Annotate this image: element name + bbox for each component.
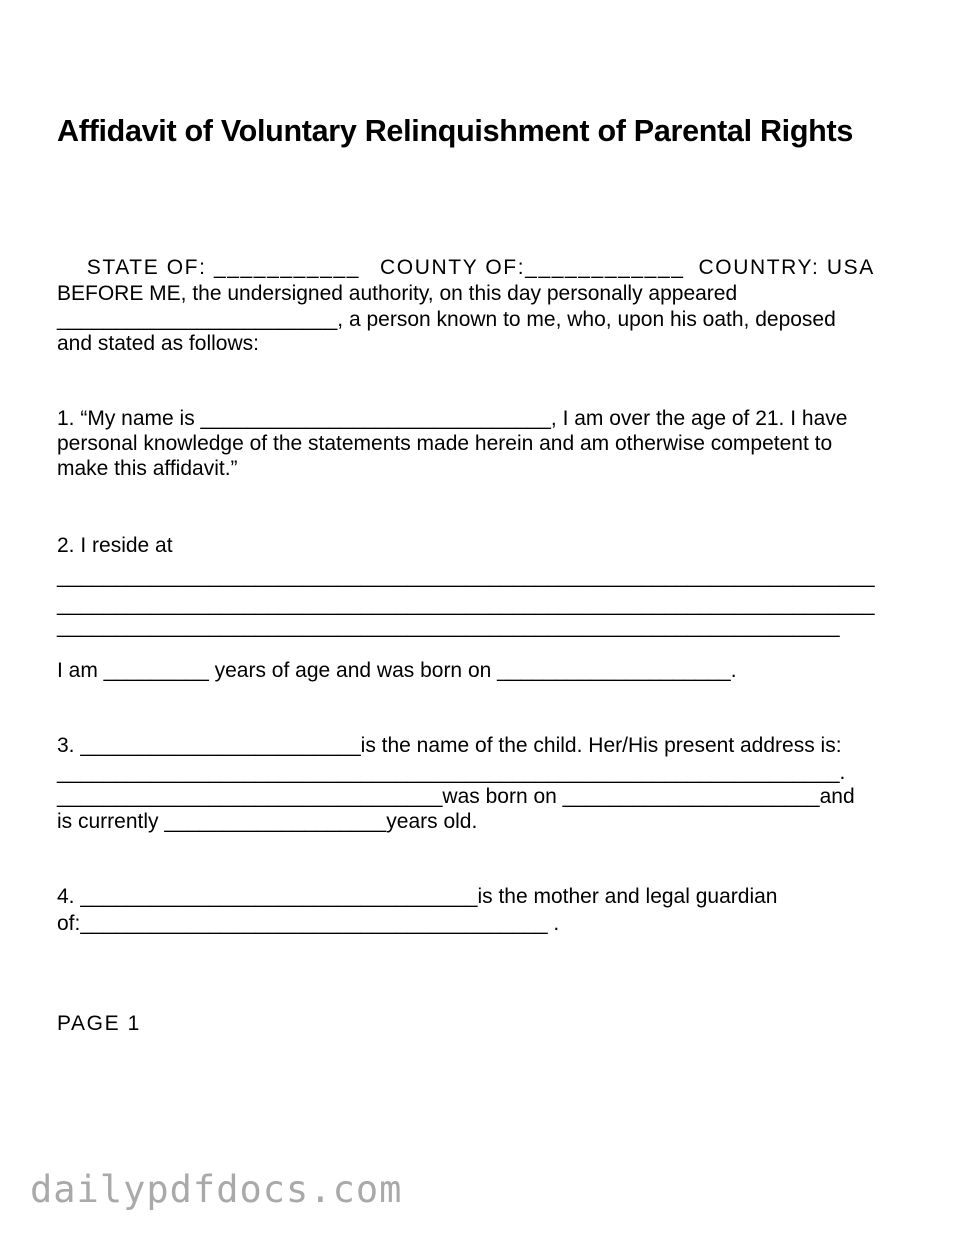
para3-line-1: 3. ________________________is the name of the child. Her/His present address is: — [57, 734, 842, 757]
watermark: dailypdfdocs.com — [30, 1168, 403, 1211]
state-field: STATE OF: ___________ — [86, 256, 361, 279]
age-line: I am _________ years of age and was born on ____________________. — [57, 659, 737, 682]
address-blank-3: ___________________________________________________________________ — [57, 615, 840, 638]
para1-line-2: personal knowledge of the statements made herein and am otherwise competent to — [57, 432, 833, 455]
document-title: Affidavit of Voluntary Relinquishment of Parental Rights — [57, 114, 854, 148]
para3-line-4: is currently ___________________years old. — [57, 810, 478, 833]
para4-line-2: of:________________________________________ . — [57, 912, 560, 935]
address-blank-1: ______________________________________________________________________ — [57, 565, 875, 588]
para1-line-1: 1. “My name is ______________________________, I am over the age of 21. I have — [57, 407, 848, 430]
para4-line-1: 4. __________________________________is the mother and legal guardian — [57, 885, 778, 908]
intro-line-1: BEFORE ME, the undersigned authority, on this day personally appeared — [57, 282, 738, 305]
para3-line-3: _________________________________was born on ______________________and — [57, 785, 855, 808]
para3-line-2: ___________________________________________________________________. — [57, 761, 846, 784]
country-field: COUNTRY: USA — [698, 256, 875, 279]
para2-line-1: 2. I reside at — [57, 534, 173, 557]
page-number: PAGE 1 — [57, 1012, 141, 1035]
county-field: COUNTY OF:____________ — [380, 256, 685, 279]
intro-line-3: and stated as follows: — [57, 332, 259, 355]
address-blank-2: ______________________________________________________________________ — [57, 593, 875, 616]
intro-line-2: ________________________, a person known to me, who, upon his oath, deposed — [57, 308, 836, 331]
para1-line-3: make this affidavit.” — [57, 457, 238, 480]
